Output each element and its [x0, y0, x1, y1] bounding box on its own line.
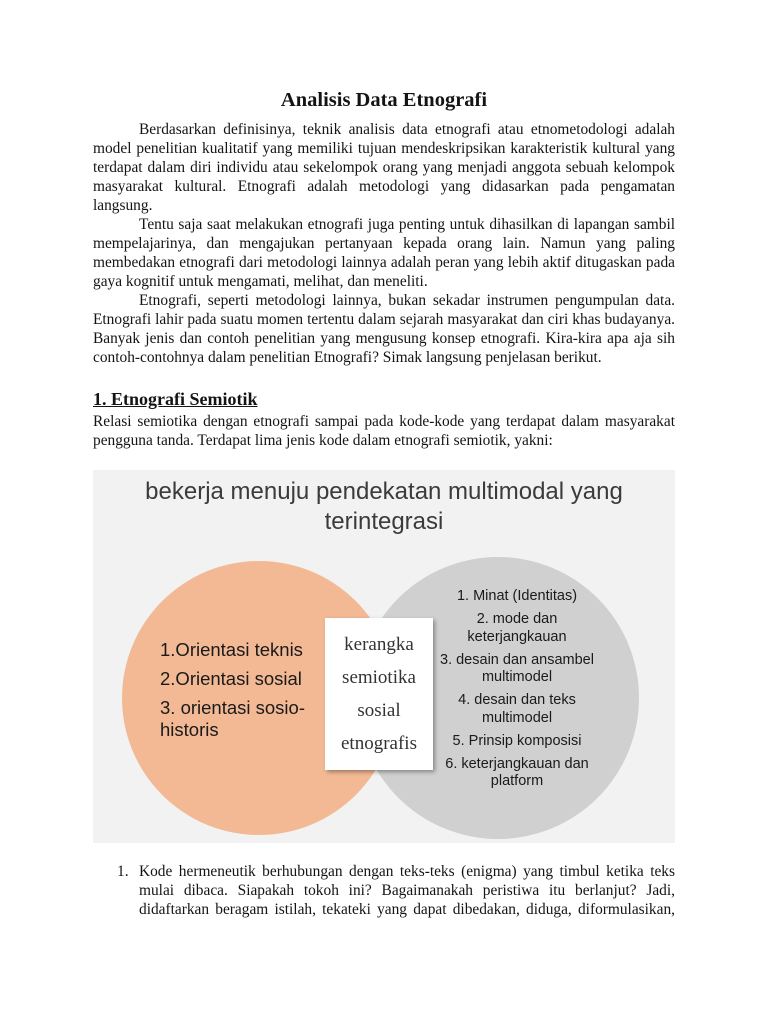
list-item — [93, 862, 675, 919]
left-circle-item: 2.Orientasi sosial — [160, 668, 302, 689]
right-circle-item: 5. Prinsip komposisi — [452, 732, 582, 749]
section-heading: 1. Etnografi Semiotik — [93, 389, 258, 409]
left-circle-item: 1.Orientasi teknis — [160, 639, 303, 660]
right-circle-item: 3. desain dan ansambel multimodel — [440, 651, 594, 685]
numbered-list — [93, 862, 675, 919]
intro-paragraph: Tentu saja saat melakukan etnografi juga penting untuk dihasilkan di lapangan sambil mempelajarinya, dan mengajukan pertanyaan kepada orang lain. Namun yang paling membedakan etnografi dari metodologi lainnya adalah peran yang lebih aktif ditugaskan pada gaya kognitif untuk mengamati, melihat, dan meneliti. — [93, 216, 675, 290]
intro-paragraph: Berdasarkan definisinya, teknik analisis data etnografi atau etnometodologi adalah model penelitian kualitatif yang memiliki tujuan mendeskripsikan karakteristik kultural yang terdapat dalam diri individu atau sekelompok orang yang menjadi anggota sebuah kelompok masyarakat kultural. Etnografi adalah metodologi yang didasarkan pada pengamatan langsung. — [93, 121, 675, 214]
left-circle-list — [160, 639, 330, 748]
list-number: 1. — [117, 863, 129, 880]
document-page — [93, 88, 675, 919]
venn-diagram-figure — [93, 470, 675, 843]
right-circle-item: 4. desain dan teks multimodel — [458, 692, 576, 726]
center-label: kerangka semiotika sosial etnografis — [341, 634, 417, 754]
list-text: Kode hermeneutik berhubungan dengan teks-teks (enigma) yang timbul ketika teks mulai dibaca. Siapakah tokoh ini? Bagaimanakah peristiwa itu berlanjut? Jadi, didaftarkan beragam istilah, tekateki yang dapat dibedakan, diduga, diformulasikan, — [139, 863, 675, 918]
intro-paragraph: Etnografi, seperti metodologi lainnya, bukan sekadar instrumen pengumpulan data. Etnografi lahir pada suatu momen tertentu dalam sejarah masyarakat dan ciri khas budayanya. Banyak jenis dan contoh penelitian yang mengusung konsep etnografi. Kira-kira apa aja sih contoh-contohnya dalam penelitian Etnografi? Simak langsung penjelasan berikut. — [93, 292, 675, 366]
center-label-box — [325, 618, 433, 770]
page-title: Analisis Data Etnografi — [280, 89, 488, 111]
right-circle-item: 2. mode dan keterjangkauan — [467, 611, 567, 645]
right-circle-item: 1. Minat (Identitas) — [456, 588, 578, 604]
figure-title: bekerja menuju pendekatan multimodal yang terintegrasi — [145, 478, 623, 535]
right-circle-list — [432, 588, 602, 796]
right-circle-item: 6. keterjangkauan dan platform — [445, 755, 589, 789]
section-paragraph: Relasi semiotika dengan etnografi sampai pada kode-kode yang terdapat dalam masyarakat pengguna tanda. Terdapat lima jenis kode dalam etnografi semiotik, yakni: — [93, 413, 675, 449]
left-circle-item: 3. orientasi sosio-historis — [160, 697, 305, 740]
